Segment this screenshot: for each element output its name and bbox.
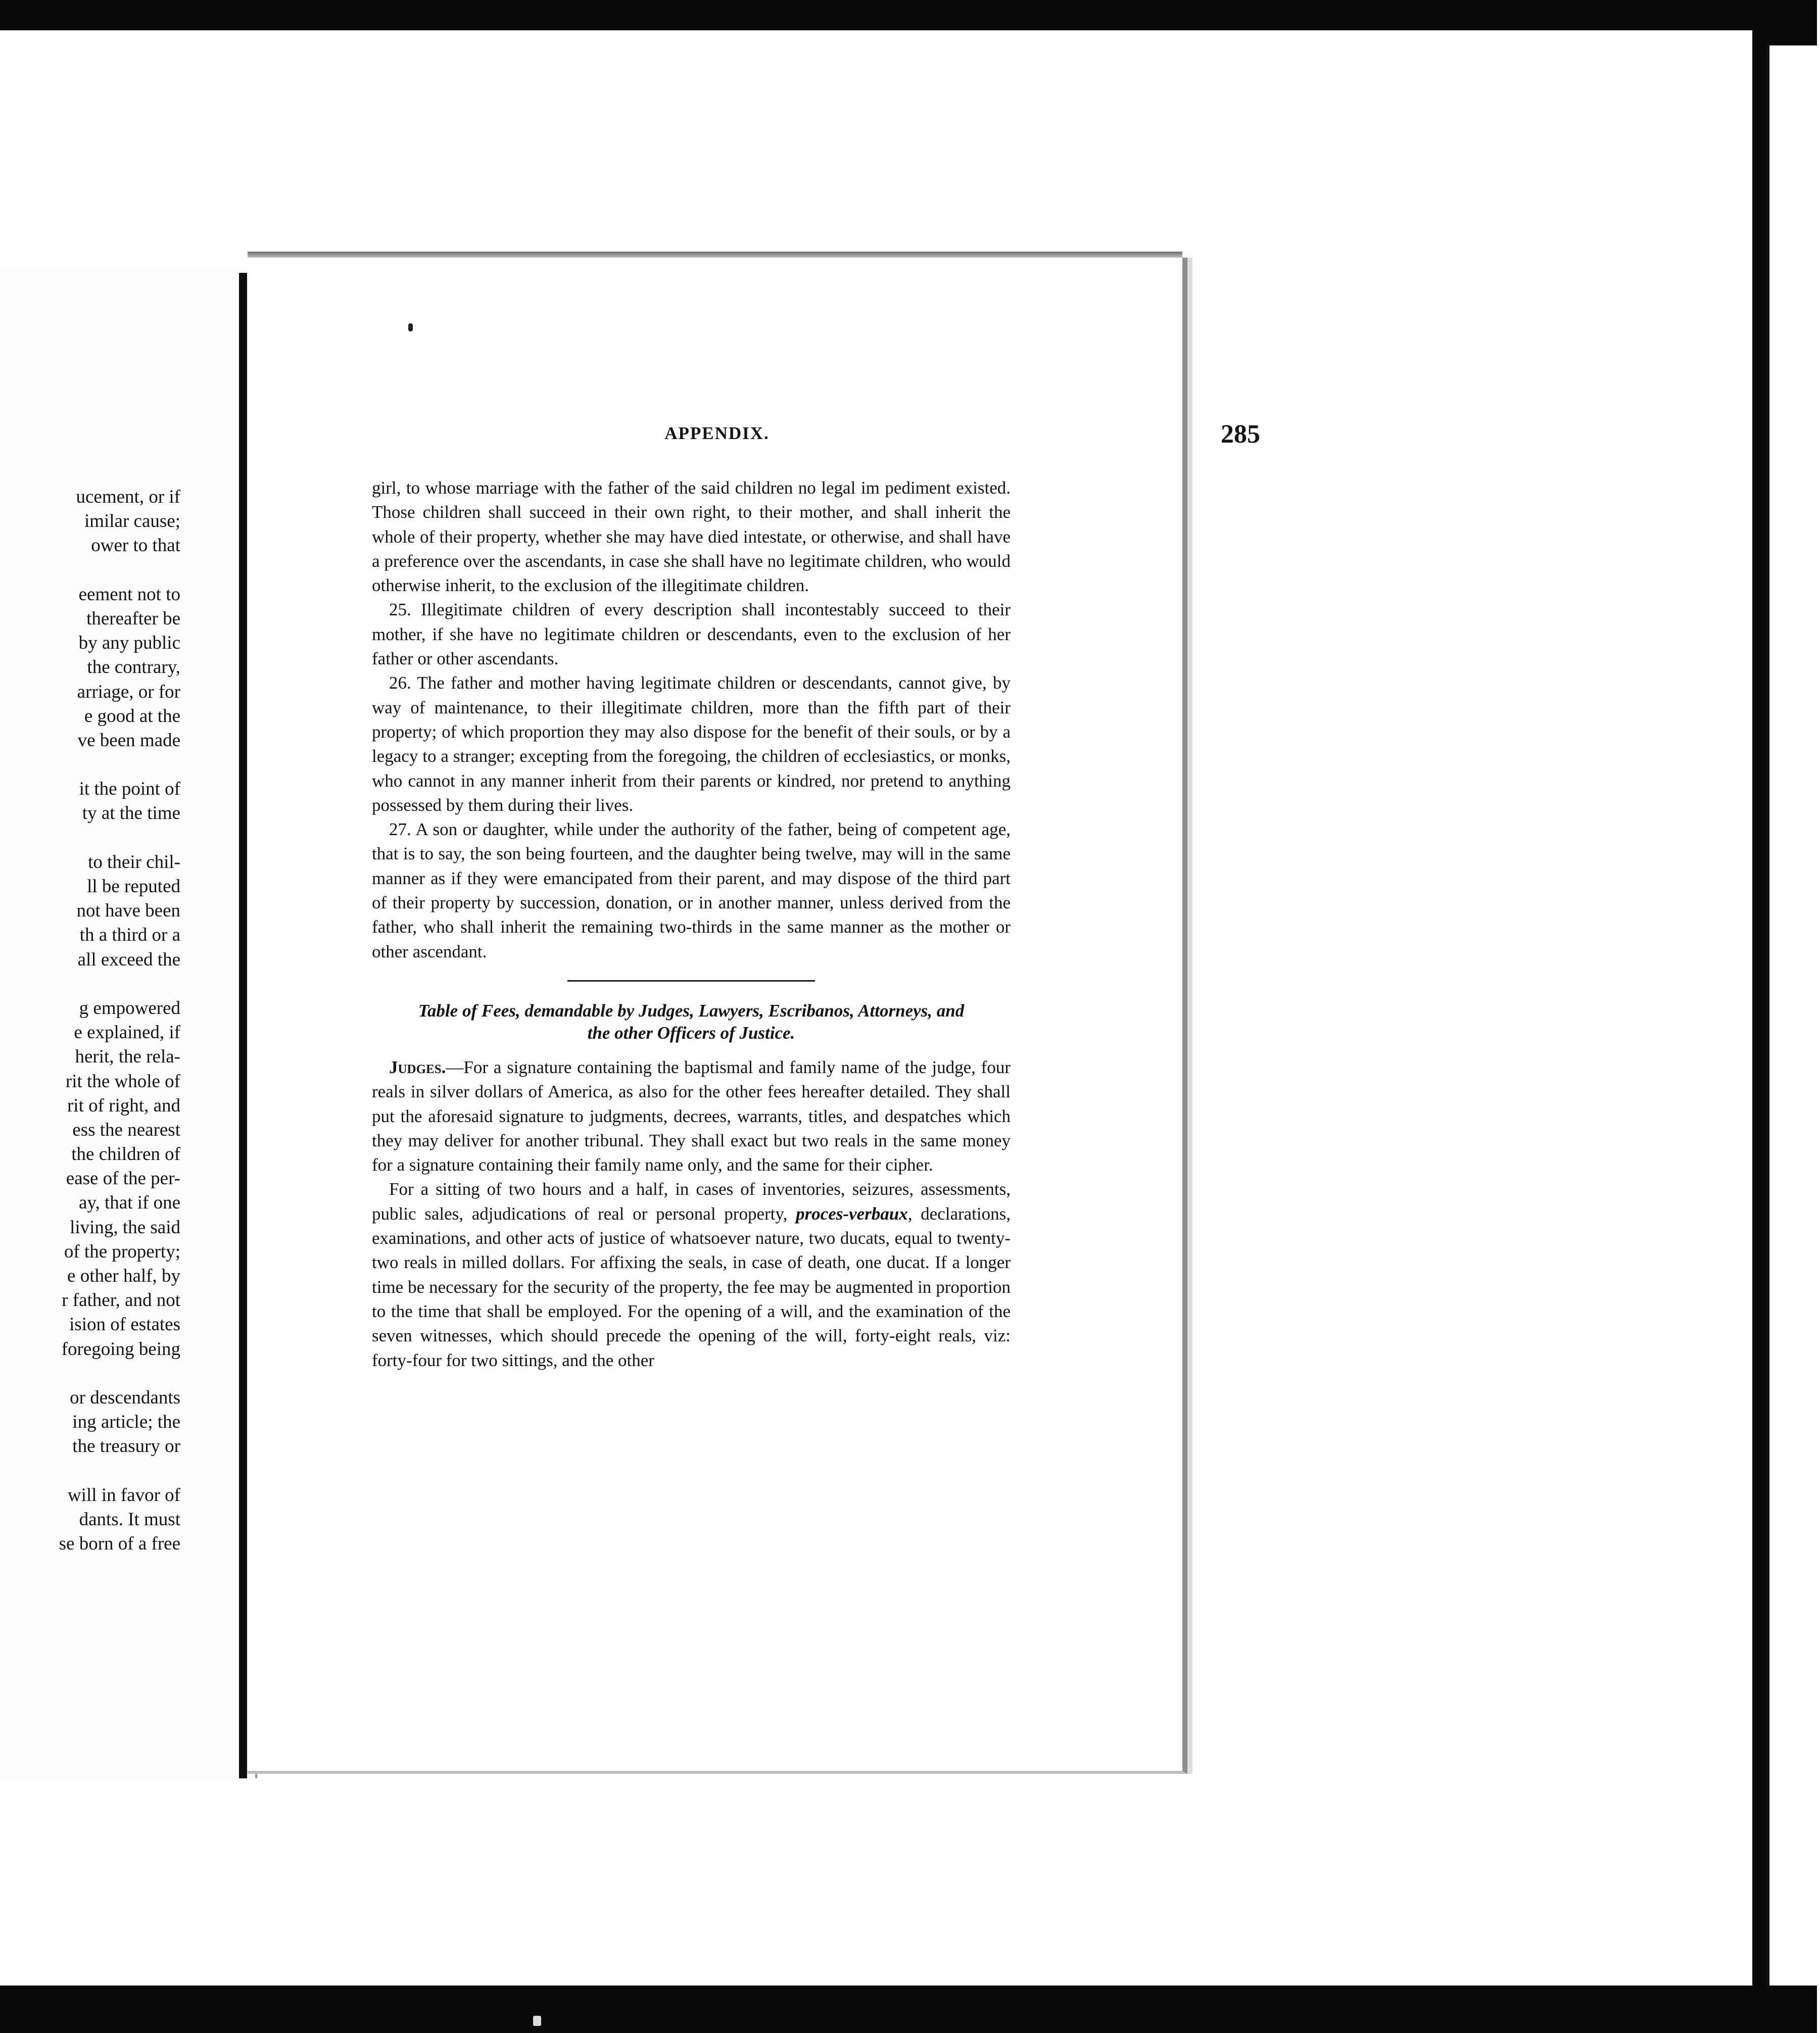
left-page-line: by any public <box>78 633 180 654</box>
left-page-line <box>0 753 180 777</box>
left-page-line: ision of estates <box>69 1314 180 1335</box>
left-page-line: eement not to <box>78 584 180 605</box>
left-page-line: r father, and not <box>62 1290 180 1311</box>
left-page-line: thereafter be <box>86 608 180 629</box>
right-page <box>248 258 1260 1774</box>
section-divider <box>567 980 815 982</box>
table-title-line-1: Table of Fees, demandable by Judges, Lawyers, Escribanos, Attorneys, and <box>418 1000 965 1021</box>
left-page-line: ll be reputed <box>87 876 180 897</box>
paragraph-continued: girl, to whose marriage with the father of the said children no legal im pediment existed. Those children shall succeed in their own right, to their mother, and shall inherit the whole of their property, whether she may have died intestate, or otherwise, and shall have a preference over the ascendants, in case she shall have no legitimate children, who would otherwise inherit, to the exclusion of the illegitimate children. <box>372 478 1011 596</box>
running-head: APPENDIX. <box>664 423 770 443</box>
left-page-line: arriage, or for <box>77 681 180 702</box>
left-page-text <box>0 485 180 1556</box>
adjacent-sheet-edge <box>1766 45 1820 1986</box>
left-page-line: rit of right, and <box>67 1095 180 1116</box>
left-page-line: will in favor of <box>68 1484 180 1506</box>
left-page-line: g empowered <box>79 997 180 1019</box>
scan-border-bottom <box>0 1986 1817 2033</box>
left-page-line: the treasury or <box>72 1436 180 1457</box>
left-page-line <box>0 1362 180 1386</box>
page-body <box>372 476 1011 1373</box>
sitting-text-end: , declarations, examinations, and other acts of justice of whatsoever nature, two ducats, equal to twenty-two reals in milled dollars. For affixing the seals, in case of death, one ducat. If a longer time be necessary for the security of the property, the fee may be augmented in proportion to the time that shall be employed. For the opening of a will, and the examination of the seven witnesses, which should precede the opening of the will, forty-eight reals, viz: forty-four for two sittings, and the other <box>372 1203 1011 1370</box>
table-title-line-2: the other Officers of Justice. <box>587 1023 795 1043</box>
left-page-line: to their chil- <box>88 851 180 873</box>
ink-dot <box>408 323 413 331</box>
paragraph-judges <box>372 1055 1011 1177</box>
paragraph-27: 27. A son or daughter, while under the authority of the father, being of competent age, that is to say, the son being fourteen, and the daughter being twelve, may will in the same manner as if they were emancipated from their parent, and may dispose of the third part of their property by succession, donation, or in another manner, unless derived from the father, who shall inherit the remaining two-thirds in the same manner as the mother or other ascendant. <box>372 819 1011 961</box>
proces-verbaux-term: proces-verbaux <box>796 1203 908 1224</box>
left-page-line: ing article; the <box>72 1412 180 1433</box>
left-page-line: e explained, if <box>74 1022 180 1043</box>
left-page-line: e good at the <box>84 705 180 727</box>
page-header <box>376 419 1260 450</box>
left-page-line: all exceed the <box>77 949 180 970</box>
left-page-line: ve been made <box>77 730 180 751</box>
left-page-line: ess the nearest <box>72 1119 180 1140</box>
paragraph-25: 25. Illegitimate children of every description shall incontestably succeed to their mother, if she have no legitimate children or descendants, even to the exclusion of her father or other ascendants. <box>372 600 1011 669</box>
paragraph-26: 26. The father and mother having legitimate children or descendants, cannot give, by way of maintenance, to their illegitimate children, more than the fifth part of their property; of which proportion they may also dispose for the benefit of their souls, or by a legacy to a stranger; excepting from the foregoing, the children of ecclesiastics, or monks, who cannot in any manner inherit from their parents or kindred, nor pretend to anything possessed by them during their lives. <box>372 673 1011 815</box>
book-gutter <box>239 273 247 1778</box>
left-page-line: foregoing being <box>61 1338 180 1360</box>
page-number: 285 <box>1221 420 1260 449</box>
left-page-line: dants. It must <box>79 1509 180 1530</box>
left-page-line: se born of a free <box>59 1533 180 1555</box>
left-page-line <box>0 1459 180 1483</box>
left-page <box>0 268 257 1778</box>
table-title <box>372 1000 1011 1044</box>
scan-border-top <box>0 0 1817 30</box>
left-page-line: th a third or a <box>79 925 180 946</box>
left-page-line: of the property; <box>64 1241 180 1262</box>
left-page-line: it the point of <box>79 779 180 800</box>
left-page-line: ay, that if one <box>78 1192 180 1214</box>
judges-label: Judges. <box>389 1057 446 1077</box>
left-page-line: rit the whole of <box>65 1071 180 1092</box>
left-page-line: imilar cause; <box>84 511 180 532</box>
scan-artifact <box>533 2016 541 2026</box>
left-page-line <box>0 826 180 850</box>
left-page-line: ease of the per- <box>66 1168 180 1189</box>
left-page-line: ower to that <box>91 535 180 556</box>
left-page-line: not have been <box>76 900 180 922</box>
sitting-text-start: For a sitting of two hours and a half, in cases of inventories, seizures, assessments, public sales, adjudications of real or personal property, <box>372 1179 1011 1224</box>
left-page-line: or descendants <box>70 1387 180 1408</box>
left-page-line: the contrary, <box>87 657 180 678</box>
left-page-line: ty at the time <box>82 803 180 824</box>
left-page-line: living, the said <box>70 1217 180 1238</box>
left-page-line: e other half, by <box>67 1266 180 1286</box>
judges-text: —For a signature containing the baptismal and family name of the judge, four reals in silver dollars of America, as also for the other fees hereafter detailed. They shall put the aforesaid signature to judgments, decrees, warrants, titles, and despatches which they may deliver for another tribunal. They shall exact but two reals in the same money for a signature containing their family name only, and the same for their cipher. <box>372 1057 1011 1175</box>
left-page-line: ucement, or if <box>76 487 180 507</box>
left-page-line: the children of <box>71 1144 180 1165</box>
paragraph-sitting <box>372 1177 1011 1372</box>
left-page-line <box>0 558 180 583</box>
left-page-line <box>0 972 180 996</box>
left-page-line: herit, the rela- <box>75 1046 180 1068</box>
